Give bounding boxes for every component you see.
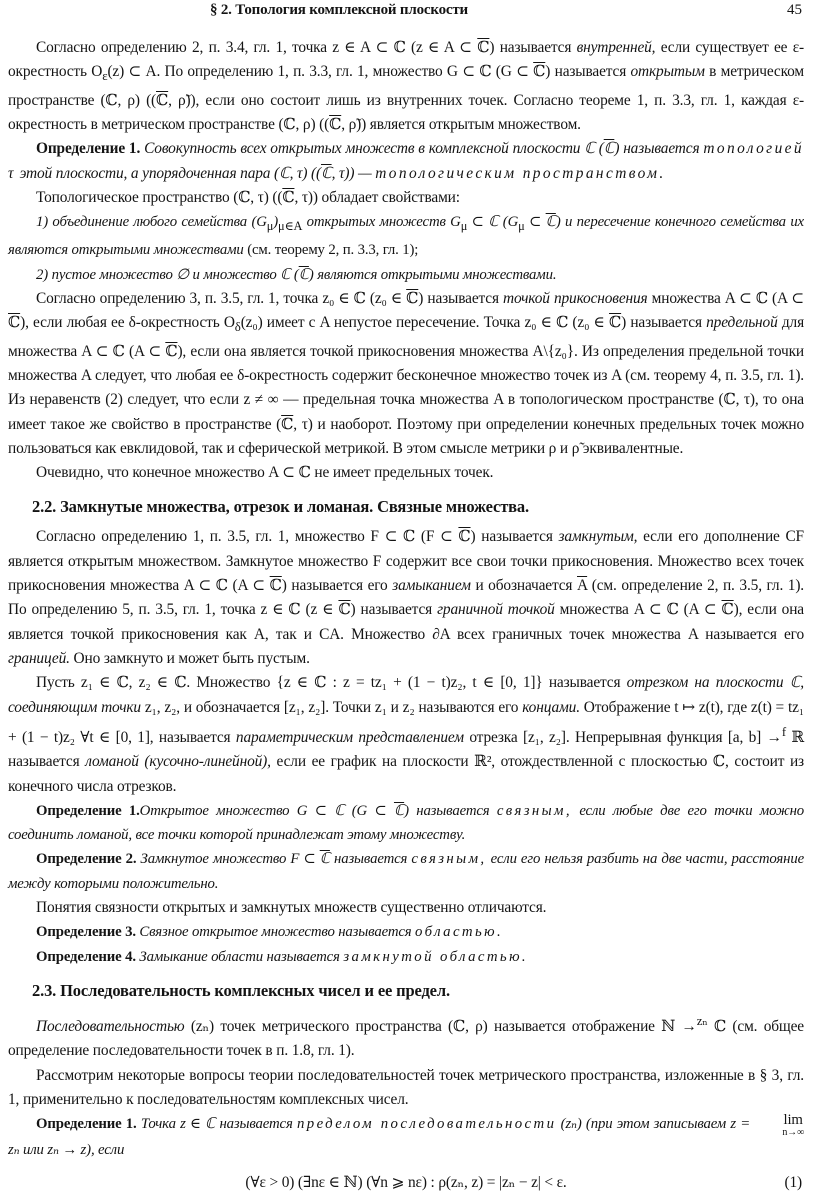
paragraph-sequence-theory: Рассмотрим некоторые вопросы теории последовательностей точек метрического пространства, изложенные в § 3, гл. 1, применительно к последовательностям комплексных чисел. bbox=[8, 1066, 804, 1108]
paragraph-contact-points: Согласно определению 3, п. 3.5, гл. 1, точка z₀ ∈ ℂ (z₀ ∈ ℂ) называется точкой прикосновения множества A ⊂ ℂ (A ⊂ ℂ), если любая ее δ-окрестность $O_\delta(z_0)$ имеет с A непустое пересечение. Точка z₀ ∈ ℂ (z₀ ∈ ℂ) называется предельной для множества A ⊂ ℂ (A ⊂ ℂ), если она является точкой прикосновения множества A\{z₀}. Из определения предельной точки множества A следует, что любая ее δ-окрестность содержит бесконечное множество точек из A (см. теорему 4, п. 3.5, гл. 1). Из неравенств (2) следует, что если z ≠ ∞ — предельная точка множества A в топологическом пространстве (ℂ, τ), то она имеет такое же свойство в пространстве (ℂ, τ) и наоборот. Поэтому при определении конечных предельных точек можно пользоваться как евклидовой, так и сферической метрикой. В этом смысле метрики ρ и ρ̃ эквивалентные. bbox=[8, 290, 805, 457]
equation-1 bbox=[8, 1171, 804, 1195]
definition-topology: Определение 1. Совокупность всех открытых множеств в комплексной плоскости ℂ (ℂ) называется топологией τ этой плоскости, а упорядоченная пара (ℂ, τ) ((ℂ, τ)) — топологическим пространством. bbox=[8, 140, 804, 182]
section-heading-2-2: 2.2. Замкнутые множества, отрезок и ломаная. Связные множества. bbox=[32, 497, 529, 517]
property-2: 2) пустое множество ∅ и множество ℂ (ℂ) являются открытыми множествами. bbox=[36, 266, 557, 283]
page-body bbox=[8, 36, 804, 1195]
limit-operator: lim n→∞ bbox=[782, 1112, 804, 1139]
page-number: 45 bbox=[787, 2, 802, 18]
definition-closed-domain: Определение 4. Замыкание области называется замкнутой областью. bbox=[36, 948, 528, 965]
paragraph-properties: Топологическое пространство (ℂ, τ) ((ℂ, τ)) обладает свойствами: bbox=[36, 188, 460, 206]
section-heading-2-3: 2.3. Последовательность комплексных чисел и ее предел. bbox=[32, 980, 450, 1000]
definition-domain: Определение 3. Связное открытое множество называется областью. bbox=[36, 924, 504, 941]
paragraph-finite-set: Очевидно, что конечное множество A ⊂ ℂ не имеет предельных точек. bbox=[36, 464, 494, 482]
definition-connected-closed: Определение 2. Замкнутое множество F ⊂ ℂ называется связным, если его нельзя разбить на две части, расстояние между которыми положительно. bbox=[8, 851, 805, 892]
definition-connected-open: Определение 1.Открытое множество G ⊂ ℂ (G ⊂ ℂ) называется связным, если любые две его точки можно соединить ломаной, все точки которой принадлежат этому множеству. bbox=[8, 802, 805, 844]
paragraph-segment: Пусть z₁ ∈ ℂ, z₂ ∈ ℂ. Множество {z ∈ ℂ : z = tz₁ + (1 − t)z₂, t ∈ [0, 1]} называется отрезком на плоскости ℂ, соединяющим точки z₁, z₂, и обозначается [z₁, z₂]. Точки z₁ и z₂ называются его концами. Отображение t ↦ z(t), где z(t) = tz₁ + (1 − t)z₂ ∀t ∈ [0, 1], называется параметрическим представлением отрезка [z₁, z₂]. Непрерывная функция [a, b] →$^f$ ℝ называется ломаной (кусочно-линейной), если ее график на плоскости ℝ², отождествленной с плоскостью ℂ, состоит из конечного числа отрезков. bbox=[8, 674, 805, 795]
paragraph-closed-sets: Согласно определению 1, п. 3.5, гл. 1, множество F ⊂ ℂ (F ⊂ ℂ) называется замкнутым, если его дополнение CF является открытым множеством. Замкнутое множество F содержит все свои точки прикосновения. Множество всех точек прикосновения множества A ⊂ ℂ (A ⊂ ℂ) называется его замыканием и обозначается $\overline{A}$ (см. определение 2, п. 3.5, гл. 1). По определению 5, п. 3.5, гл. 1, точка z ∈ ℂ (z ∈ ℂ) называется граничной точкой множества A ⊂ ℂ (A ⊂ ℂ), если она является точкой прикосновения как A, так и CA. Множество ∂A всех граничных точек множества A называется его границей. Оно замкнуто и может быть пустым. bbox=[8, 528, 805, 667]
running-header bbox=[0, 2, 814, 24]
paragraph-interior-open: Согласно определению 2, п. 3.4, гл. 1, точка z ∈ A ⊂ ℂ (z ∈ A ⊂ ℂ) называется внутренней, если существует ее ε-окрестность $O_\varepsilon(z)$ ⊂ A. По определению 1, п. 3.3, гл. 1, множество G ⊂ ℂ (G ⊂ ℂ) называется открытым в метрическом пространстве (ℂ, ρ) ((ℂ, ρ̃)), если оно состоит лишь из внутренних точек. Согласно теореме 1, п. 3.3, гл. 1, каждая ε-окрестность в метрическом пространстве (ℂ, ρ) ((ℂ, ρ̃)) является открытым множеством. bbox=[8, 39, 804, 133]
running-title: § 2. Топология комплексной плоскости bbox=[210, 2, 468, 18]
paragraph-connectivity-note: Понятия связности открытых и замкнутых множеств существенно отличаются. bbox=[36, 899, 547, 917]
property-1: 1) объединение любого семейства $(G_\mu)_{\mu\in A}$ открытых множеств $G_\mu$ ⊂ ℂ ($G_\mu$ ⊂ ℂ) и пересечение конечного семейства их являются открытыми множествами (см. теорему 2, п. 3.3, гл. 1); bbox=[8, 214, 804, 259]
definition-limit: Определение 1. Точка z ∈ ℂ называется пределом последовательности (zₙ) (при этом записываем z = lim n→∞ zₙ или zₙ → z), если bbox=[8, 1112, 804, 1159]
paragraph-sequence: Последовательностью (zₙ) точек метрического пространства (ℂ, ρ) называется отображение ℕ →$^{z_n}$ ℂ (см. общее определение последовательности точек в п. 1.8, гл. 1). bbox=[8, 1013, 804, 1060]
equation-1-body: (∀ε > 0) (∃nε ∈ ℕ) (∀n ⩾ nε) : ρ(zₙ, z) = |zₙ − z| < ε. bbox=[245, 1173, 567, 1191]
equation-number: (1) bbox=[784, 1173, 802, 1191]
